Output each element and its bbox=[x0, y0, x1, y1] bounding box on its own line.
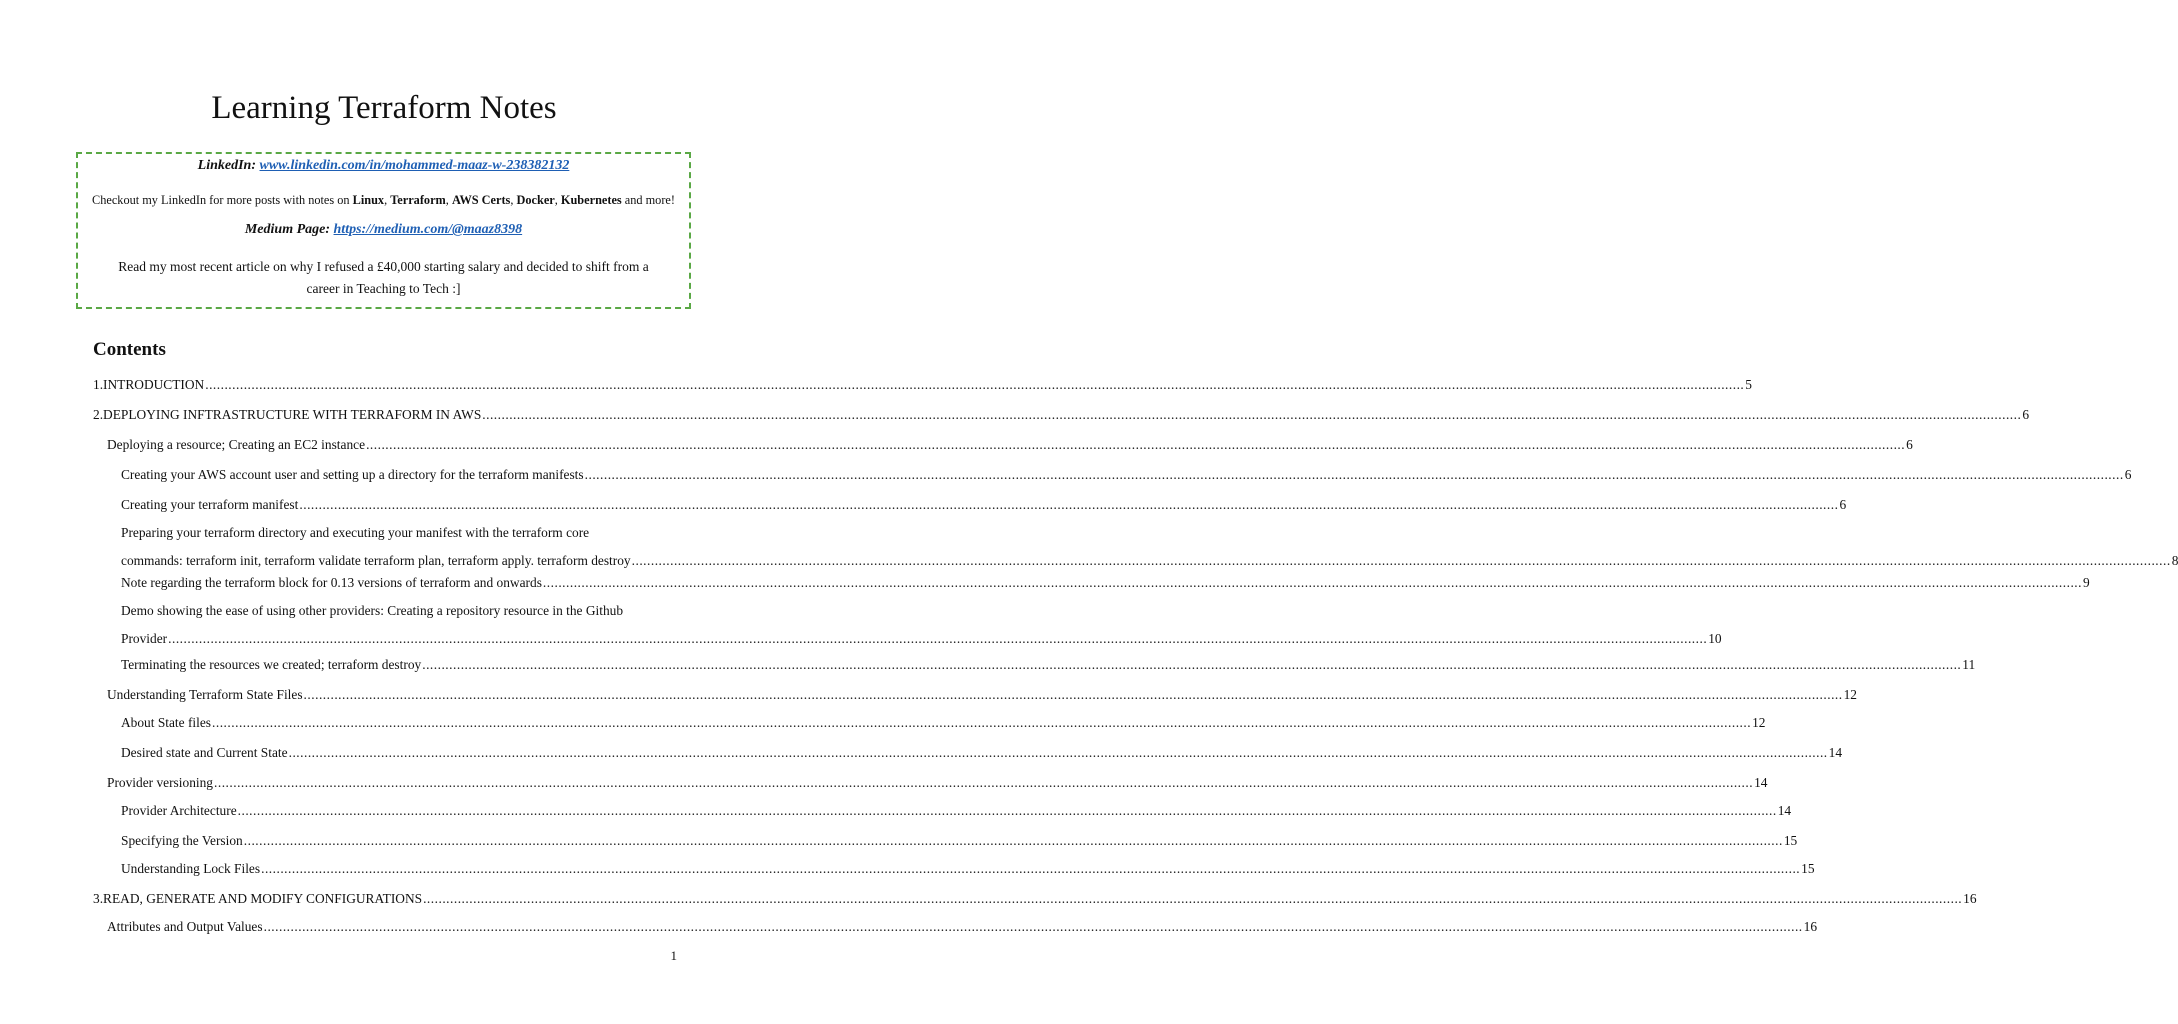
toc-number: 1. bbox=[93, 377, 104, 392]
page-number: 1 bbox=[670, 948, 677, 963]
toc-entry[interactable] bbox=[107, 682, 1857, 708]
toc-text: About State files bbox=[121, 715, 212, 730]
toc-leader-dots: ................................................................................................................................................................................................................................................................................................................................................................................................................ bbox=[237, 803, 1777, 818]
toc-leader-dots: ................................................................................................................................................................................................................................................................................................................................................................................................................ bbox=[288, 745, 1828, 760]
toc-page-number: 11 bbox=[1962, 657, 1976, 672]
toc-page-number: 14 bbox=[1828, 745, 1843, 760]
toc-text: Understanding Terraform State Files bbox=[107, 687, 303, 702]
toc-text: Attributes and Output Values bbox=[107, 919, 263, 934]
toc-entry[interactable] bbox=[121, 828, 1798, 854]
separator: , bbox=[384, 193, 391, 207]
toc-leader-dots: ................................................................................................................................................................................................................................................................................................................................................................................................................ bbox=[212, 715, 1752, 730]
medium-link[interactable]: https://medium.com/@maaz8398 bbox=[333, 222, 523, 237]
toc-page-number: 14 bbox=[1754, 775, 1768, 790]
toc-text: Demo showing the ease of using other providers: Creating a repository resource in the Github bbox=[121, 603, 624, 618]
toc-text: Provider Architecture bbox=[121, 803, 237, 818]
toc-line bbox=[121, 626, 1722, 652]
document-title: Learning Terraform Notes bbox=[211, 90, 557, 126]
promo-box bbox=[76, 152, 691, 309]
topic-docker: Docker bbox=[516, 193, 555, 207]
toc-text: Preparing your terraform directory and executing your manifest with the terraform core bbox=[121, 525, 590, 540]
toc-leader-dots: ................................................................................................................................................................................................................................................................................................................................................................................................................ bbox=[584, 467, 2124, 482]
toc-page-number: 12 bbox=[1752, 715, 1766, 730]
separator: , bbox=[445, 193, 452, 207]
toc-text: DEPLOYING INFTRASTRUCTURE WITH TERRAFORM IN AWS bbox=[103, 407, 482, 422]
article-text: Read my most recent article on why I refused a £40,000 starting salary and decided to shift from a career in Teaching to Tech :] bbox=[118, 259, 649, 296]
toc-leader-dots: ................................................................................................................................................................................................................................................................................................................................................................................................................ bbox=[482, 407, 2022, 422]
toc-text: Specifying the Version bbox=[121, 833, 243, 848]
toc-leader-dots: ................................................................................................................................................................................................................................................................................................................................................................................................................ bbox=[303, 687, 1843, 702]
toc-page-number: 6 bbox=[2124, 467, 2132, 482]
toc-page-number: 16 bbox=[1963, 891, 1977, 906]
toc-entry[interactable] bbox=[93, 402, 2030, 428]
separator: , bbox=[510, 193, 517, 207]
promo-suffix: and more! bbox=[621, 193, 675, 207]
toc-page-number: 14 bbox=[1777, 803, 1792, 818]
toc-text: Provider bbox=[121, 631, 168, 646]
toc-leader-dots: ................................................................................................................................................................................................................................................................................................................................................................................................................ bbox=[422, 657, 1962, 672]
toc-entry[interactable] bbox=[121, 856, 1815, 882]
toc-number: 2. bbox=[93, 407, 104, 422]
toc-leader-dots: ................................................................................................................................................................................................................................................................................................................................................................................................................ bbox=[423, 891, 1963, 906]
toc-page-number: 16 bbox=[1803, 919, 1818, 934]
toc-entry[interactable] bbox=[107, 914, 1818, 940]
toc-page-number: 5 bbox=[1745, 377, 1752, 392]
toc-text: Provider versioning bbox=[107, 775, 213, 790]
toc-text: Desired state and Current State bbox=[121, 745, 288, 760]
toc-number: 3. bbox=[93, 891, 104, 906]
toc-text: Note regarding the terraform block for 0.13 versions of terraform and onwards bbox=[121, 575, 542, 590]
toc-page-number: 10 bbox=[1708, 631, 1722, 646]
toc-text: Terminating the resources we created; terraform destroy bbox=[121, 657, 422, 672]
toc-page-number: 6 bbox=[2022, 407, 2030, 422]
toc-page-number: 15 bbox=[1801, 861, 1815, 876]
toc-page-number: 6 bbox=[1839, 497, 1847, 512]
topic-kubernetes: Kubernetes bbox=[560, 193, 622, 207]
toc-leader-dots: ................................................................................................................................................................................................................................................................................................................................................................................................................ bbox=[261, 861, 1801, 876]
toc-leader-dots: ................................................................................................................................................................................................................................................................................................................................................................................................................ bbox=[243, 833, 1783, 848]
toc-leader-dots: ................................................................................................................................................................................................................................................................................................................................................................................................................ bbox=[214, 775, 1754, 790]
toc-text: READ, GENERATE AND MODIFY CONFIGURATIONS bbox=[103, 891, 423, 906]
toc-text: Creating your AWS account user and setting up a directory for the terraform manifests bbox=[121, 467, 584, 482]
toc-entry[interactable] bbox=[121, 570, 2090, 596]
toc-entry[interactable] bbox=[121, 710, 1766, 736]
medium-label: Medium Page: bbox=[244, 222, 331, 237]
toc-entry[interactable] bbox=[121, 520, 2178, 574]
toc-entry[interactable] bbox=[121, 462, 2132, 488]
linkedin-line bbox=[78, 158, 689, 174]
toc-leader-dots: ................................................................................................................................................................................................................................................................................................................................................................................................................ bbox=[366, 437, 1906, 452]
toc-page-number: 12 bbox=[1843, 687, 1857, 702]
toc-entry[interactable] bbox=[121, 492, 1847, 518]
toc-entry[interactable] bbox=[107, 432, 1913, 458]
toc-entry[interactable] bbox=[121, 740, 1843, 766]
toc-text: Deploying a resource; Creating an EC2 instance bbox=[107, 437, 366, 452]
toc-text: Creating your terraform manifest bbox=[121, 497, 299, 512]
topic-linux: Linux bbox=[352, 193, 385, 207]
linkedin-label: LinkedIn: bbox=[197, 158, 256, 173]
toc-page-number: 6 bbox=[1906, 437, 1913, 452]
promo-prefix: Checkout my LinkedIn for more posts with notes on bbox=[92, 193, 353, 207]
toc-entry[interactable] bbox=[93, 372, 1752, 398]
separator: , bbox=[554, 193, 561, 207]
toc-entry[interactable] bbox=[121, 798, 1792, 824]
toc-leader-dots: ................................................................................................................................................................................................................................................................................................................................................................................................................ bbox=[631, 553, 2171, 568]
toc-leader-dots: ................................................................................................................................................................................................................................................................................................................................................................................................................ bbox=[542, 575, 2082, 590]
topic-terraform: Terraform bbox=[390, 193, 446, 207]
linkedin-link[interactable]: www.linkedin.com/in/mohammed-maaz-w-238382132 bbox=[259, 158, 570, 173]
toc-leader-dots: ................................................................................................................................................................................................................................................................................................................................................................................................................ bbox=[263, 919, 1803, 934]
toc-page-number: 15 bbox=[1783, 833, 1798, 848]
medium-line bbox=[78, 222, 689, 238]
promo-text bbox=[78, 193, 689, 208]
topic-aws-certs: AWS Certs bbox=[451, 193, 511, 207]
toc-leader-dots: ................................................................................................................................................................................................................................................................................................................................................................................................................ bbox=[205, 377, 1745, 392]
toc-page-number: 8 bbox=[2171, 553, 2178, 568]
toc-text: INTRODUCTION bbox=[103, 377, 205, 392]
toc-leader-dots: ................................................................................................................................................................................................................................................................................................................................................................................................................ bbox=[299, 497, 1839, 512]
toc-page-number: 9 bbox=[2082, 575, 2090, 590]
toc-entry[interactable] bbox=[121, 598, 1722, 652]
toc-entry[interactable] bbox=[121, 652, 1976, 678]
toc-leader-dots: ................................................................................................................................................................................................................................................................................................................................................................................................................ bbox=[168, 631, 1708, 646]
toc-entry[interactable] bbox=[93, 886, 1977, 912]
toc-entry[interactable] bbox=[107, 770, 1768, 796]
toc-text: Understanding Lock Files bbox=[121, 861, 261, 876]
contents-heading: Contents bbox=[93, 339, 166, 360]
toc-text: commands: terraform init, terraform validate terraform plan, terraform apply. terraform destroy bbox=[121, 553, 631, 568]
